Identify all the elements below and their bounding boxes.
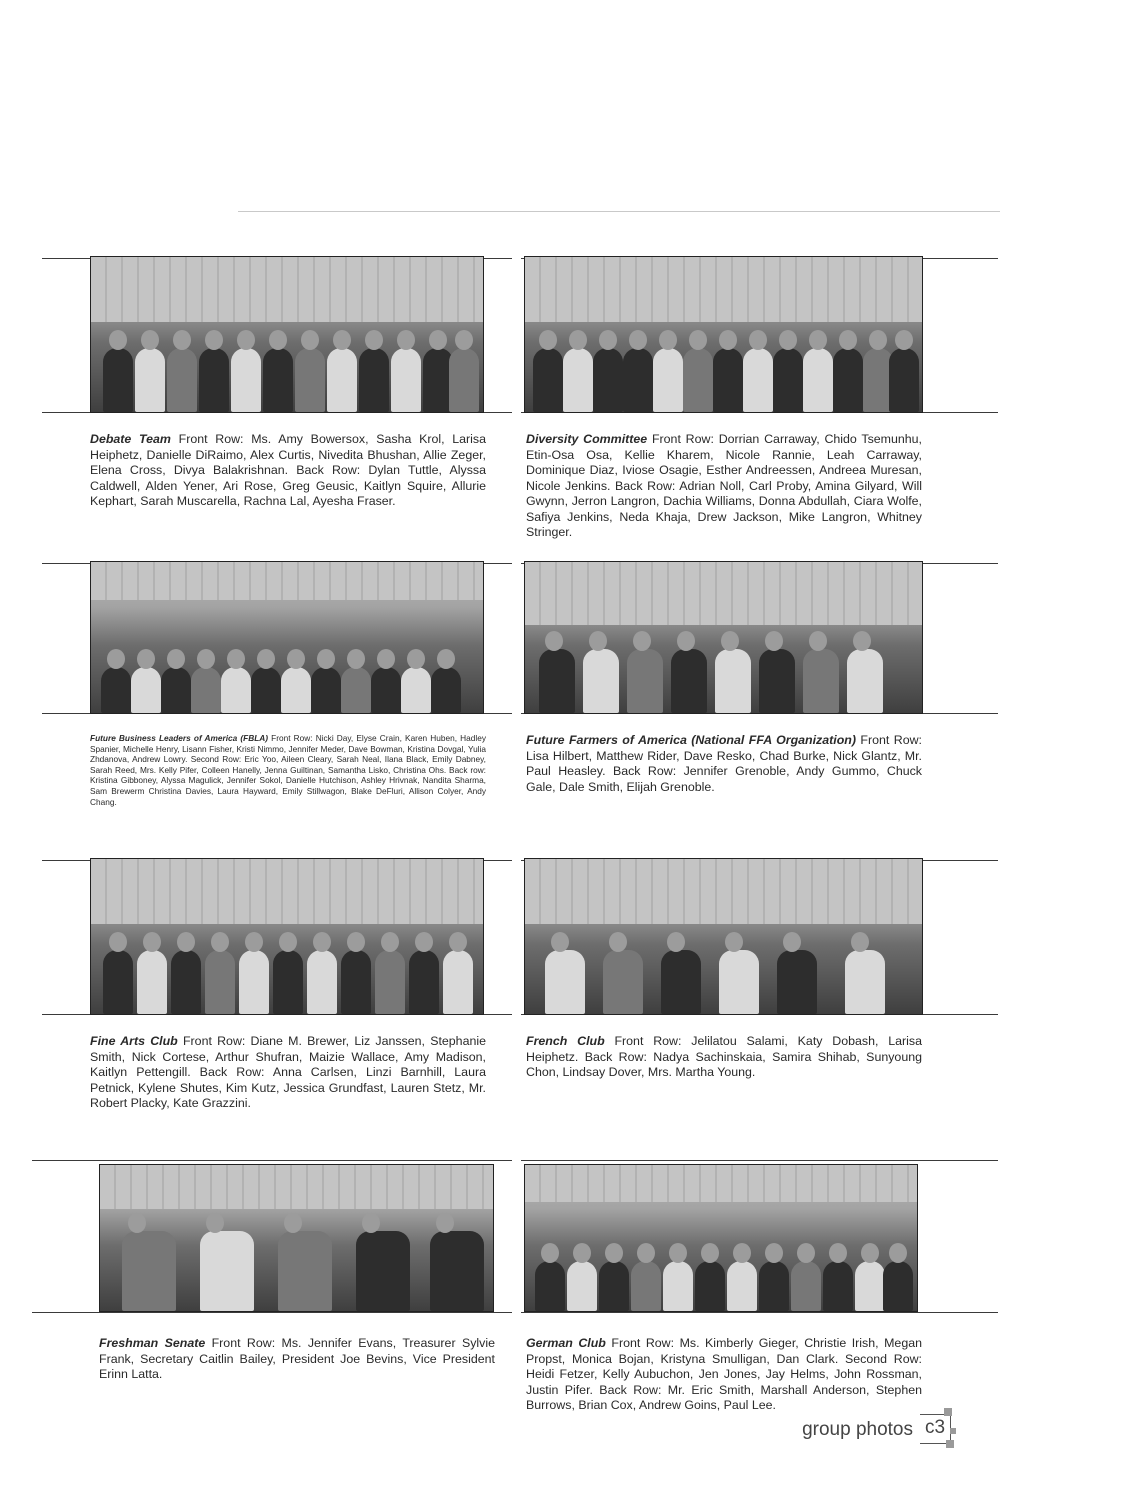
people-group <box>525 906 922 1015</box>
divider-line <box>521 1160 998 1161</box>
german-club-photo <box>524 1164 918 1312</box>
people-group <box>100 1202 493 1312</box>
divider-line <box>521 1312 998 1313</box>
diversity-committee-caption: Diversity Committee Front Row: Dorrian Carraway, Chido Tsemunhu, Etin-Osa Osa, Kellie Kharem, Nicole Rannie, Leah Carraway, Dominique Diaz, Iviose Osagie, Esther Andreessen, Andreea Muresan, Nicole Jenkins. Back Row: Adrian Noll, Carl Proby, Amina Gilyard, Will Gwynn, Jerron Langron, Dachia Williams, Donna Abdullah, Ciara Wolfe, Safiya Jenkins, Neda Khaja, Drew Jackson, Mike Langron, Whitney Stringer. <box>526 432 922 539</box>
fbla-photo <box>90 561 484 714</box>
freshman-senate-photo <box>99 1164 494 1312</box>
french-club-photo <box>524 858 923 1015</box>
divider-line <box>32 1160 512 1161</box>
people-group <box>91 906 483 1015</box>
debate-team-photo <box>90 256 484 413</box>
fbla-caption: Future Business Leaders of America (FBLA) Front Row: Nicki Day, Elyse Crain, Karen Huben, Hadley Spanier, Michelle Henry, Lisann Fisher, Kristi Nimmo, Jennifer Meder, Dave Bowman, Kristina Dovgal, Yulia Zhdanova, Andrew Lowry. Second Row: Eric Yoo, Aileen Cleary, Sarah Neal, Ilana Black, Emily Dabney, Sarah Reed, Mrs. Kelly Pifer, Colleen Hanelly, Jenna Guiltinan, Samantha Lisko, Christina Ohs. Back row: Kristina Gibboney, Alyssa Magulick, Jennifer Sokol, Danielle Hutchison, Ashley Hrivnak, Nandita Sharma, Sam Brewerm Christina Davies, Laura Hayward, Emily Stillwagon, Blake DeFluri, Allison Colyer, Andy Chang. <box>90 733 486 807</box>
fine-arts-club-caption: Fine Arts Club Front Row: Diane M. Brewer, Liz Janssen, Stephanie Smith, Nick Cortese, Arthur Shufran, Maizie Wallace, Amy Madison, Kaitlyn Pettengill. Back Row: Anna Carlsen, Linzi Barnhill, Laura Petnick, Kylene Shutes, Kim Kutz, Jessica Grundfast, Lauren Stetz, Mr. Robert Placky, Kate Grazzini. <box>90 1034 486 1110</box>
german-club-caption: German Club Front Row: Ms. Kimberly Gieger, Christie Irish, Megan Propst, Monica Bojan, Kristyna Smulligan, Dan Clark. Second Row: Heidi Fetzer, Kelly Aubuchon, Jen Jones, Jay Helms, John Rossman, Justin Pifer. Back Row: Mr. Eric Smith, Marshall Anderson, Stephen Burrows, Brian Cox, Andrew Goins, Paul Lee. <box>526 1336 922 1412</box>
top-rule <box>238 211 1000 212</box>
people-group <box>525 304 922 413</box>
diversity-committee-photo <box>524 256 923 413</box>
fine-arts-club-photo <box>90 858 484 1015</box>
people-group <box>91 592 483 713</box>
debate-team-caption: Debate Team Front Row: Ms. Amy Bowersox, Sasha Krol, Larisa Heiphetz, Danielle DiRaimo, Alex Curtis, Nivedita Bhushan, Allie Zeger, Elena Cross, Divya Balakrishnan. Back Row: Dylan Tuttle, Alyssa Caldwell, Alden Yener, Ari Rose, Greg Geusic, Kaitlyn Squire, Allurie Kephart, Sarah Muscarella, Rachna Lal, Ayesha Fraser. <box>90 432 486 508</box>
page-tab-decoration <box>950 1428 956 1434</box>
people-group <box>525 1194 917 1311</box>
page-tab-decoration <box>944 1408 952 1416</box>
freshman-senate-caption: Freshman Senate Front Row: Ms. Jennifer Evans, Treasurer Sylvie Frank, Secretary Caitlin Bailey, President Joe Bevins, Vice President Erinn Latta. <box>99 1336 495 1381</box>
people-group <box>91 304 483 413</box>
divider-line <box>32 1312 512 1313</box>
page-number: c3 <box>920 1414 951 1444</box>
ffa-photo <box>524 561 923 714</box>
people-group <box>525 607 922 713</box>
ffa-caption: Future Farmers of America (National FFA Organization) Front Row: Lisa Hilbert, Matthew Rider, Dave Resko, Chad Burke, Nick Glantz, Mr. Paul Heasley. Back Row: Jennifer Grenoble, Andy Gummo, Chuck Gale, Dale Smith, Elijah Grenoble. <box>526 733 922 794</box>
french-club-caption: French Club Front Row: Jelilatou Salami, Katy Dobash, Larisa Heiphetz. Back Row: Nadya Sachinskaia, Samira Shihab, Sunyoung Chon, Lindsay Dover, Mrs. Martha Young. <box>526 1034 922 1079</box>
page-tab-decoration <box>946 1440 954 1448</box>
section-label: group photos <box>802 1419 913 1440</box>
